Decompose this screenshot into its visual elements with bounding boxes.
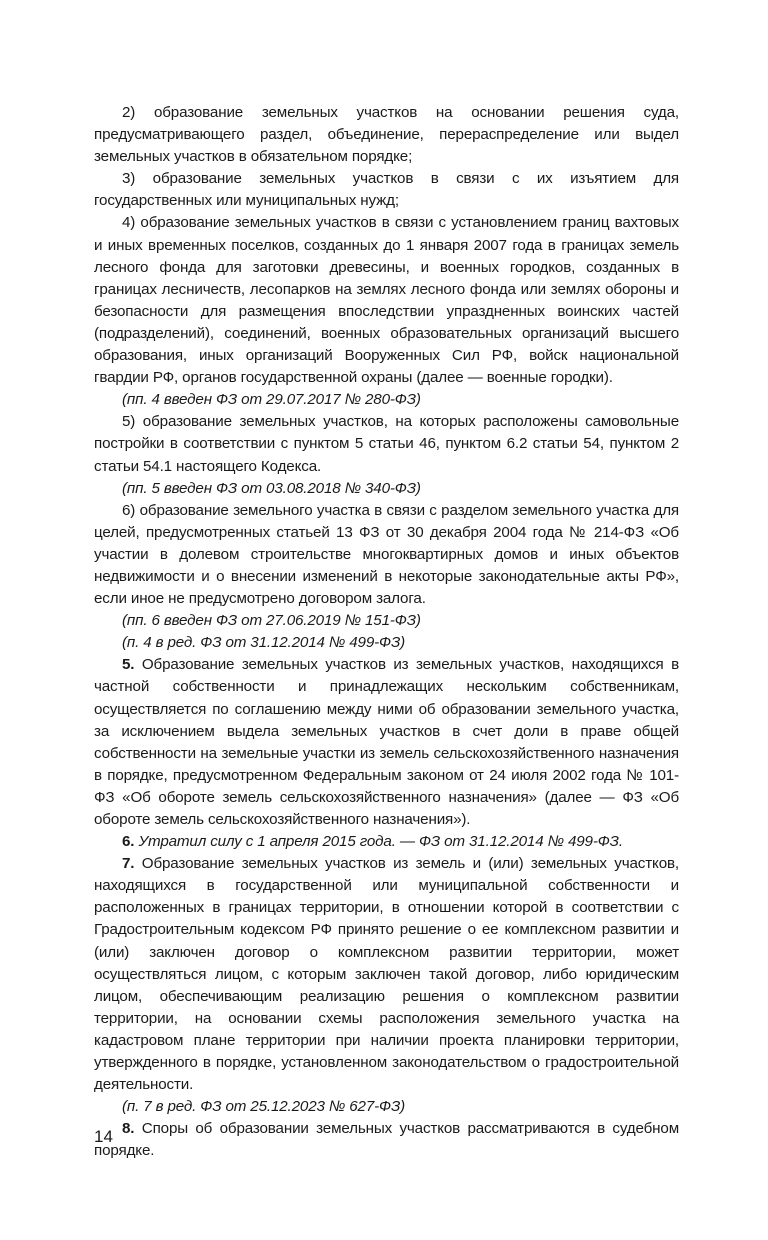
- paragraph-item-6: [94, 500, 679, 610]
- note-text: (п. 4 в ред. ФЗ от 31.12.2014 № 499-ФЗ): [122, 634, 406, 652]
- paragraph-item-5: [94, 411, 679, 477]
- clause-number: 7.: [122, 855, 135, 873]
- paragraph-item-2: [94, 102, 679, 168]
- amendment-note: [94, 610, 679, 632]
- paragraph-text: 4) образование земельных участков в связи с установлением границ вахтовых и иных временных поселков, созданных до 1 января 2007 года в границах земель лесного фонда для заготовки древесины, и военных городков, созданных в границах лесничеств, лесопарков на землях лесного фонда или землях обороны и безопасности для размещения впоследствии упраздненных воинских частей (подразделений), соединений, военных образовательных организаций высшего образования, иных организаций Вооруженных Сил РФ, войск национальной гвардии РФ, органов государственной охраны (далее — военные городки).: [94, 214, 679, 387]
- page-number: 14: [94, 1127, 113, 1146]
- amendment-note: [94, 632, 679, 654]
- note-text: (пп. 4 введен ФЗ от 29.07.2017 № 280-ФЗ): [122, 391, 421, 409]
- clause-5: [94, 654, 679, 831]
- note-text: (пп. 6 введен ФЗ от 27.06.2019 № 151-ФЗ): [122, 612, 421, 630]
- paragraph-item-3: [94, 168, 679, 212]
- law-text: [94, 102, 679, 1163]
- clause-7: [94, 853, 679, 1096]
- clause-text: Споры об образовании земельных участков рассматриваются в судебном порядке.: [94, 1120, 679, 1160]
- clause-text: Образование земельных участков из земель и (или) земельных участков, находящихся в государственной или муниципальной собственности и расположенных в границах территории, в отношении которой в соответствии с Градостроительным кодексом РФ принято решение о ее комплексном развитии и (или) заключен договор о комплексном развитии территории, может осуществляться лицом, с которым заключен такой договор, либо юридическим лицом, обеспечивающим реализацию решения о комплексном развитии территории, на основании схемы расположения земельного участка на кадастровом плане территории при наличии проекта планировки территории, утвержденного в порядке, установленном законодательством о градостроительной деятельности.: [94, 855, 679, 1094]
- paragraph-text: 2) образование земельных участков на основании решения суда, предусматривающего раздел, объединение, перераспределение или выдел земельных участков в обязательном порядке;: [94, 104, 679, 166]
- paragraph-text: 6) образование земельного участка в связи с разделом земельного участка для целей, предусмотренных статьей 13 ФЗ от 30 декабря 2004 года № 214-ФЗ «Об участии в долевом строительстве многоквартирных домов и иных объектов недвижимости и о внесении изменений в некоторые законодательные акты РФ», если иное не предусмотрено договором залога.: [94, 501, 679, 608]
- note-text: (пп. 5 введен ФЗ от 03.08.2018 № 340-ФЗ): [122, 479, 421, 497]
- amendment-note: [94, 389, 679, 411]
- amendment-note: [94, 478, 679, 500]
- paragraph-text: 3) образование земельных участков в связи с их изъятием для государственных или муниципальных нужд;: [94, 170, 679, 210]
- clause-text: Образование земельных участков из земельных участков, находящихся в частной собственности и принадлежащих нескольким собственникам, осуществляется по соглашению между ними об образовании земельного участка, за исключением выдела земельных участков в счет доли в праве общей собственности на земельные участки из земель сельскохозяйственного назначения в порядке, предусмотренном Федеральным законом от 24 июля 2002 года № 101-ФЗ «Об обороте земель сельскохозяйственного назначения» (далее — ФЗ «Об обороте земель сельскохозяйственного назначения»).: [94, 656, 679, 828]
- paragraph-item-4: [94, 212, 679, 389]
- clause-8: [94, 1118, 679, 1162]
- clause-text: Утратил силу с 1 апреля 2015 года. — ФЗ от 31.12.2014 № 499-ФЗ.: [134, 833, 623, 851]
- clause-number: 5.: [122, 656, 135, 674]
- clause-number: 8.: [122, 1120, 135, 1138]
- clause-number: 6.: [122, 833, 135, 851]
- paragraph-text: 5) образование земельных участков, на которых расположены самовольные постройки в соответствии с пунктом 5 статьи 46, пунктом 6.2 статьи 54, пунктом 2 статьи 54.1 настоящего Кодекса.: [94, 413, 679, 475]
- note-text: (п. 7 в ред. ФЗ от 25.12.2023 № 627-ФЗ): [122, 1098, 406, 1116]
- clause-6: [94, 831, 679, 853]
- amendment-note: [94, 1096, 679, 1118]
